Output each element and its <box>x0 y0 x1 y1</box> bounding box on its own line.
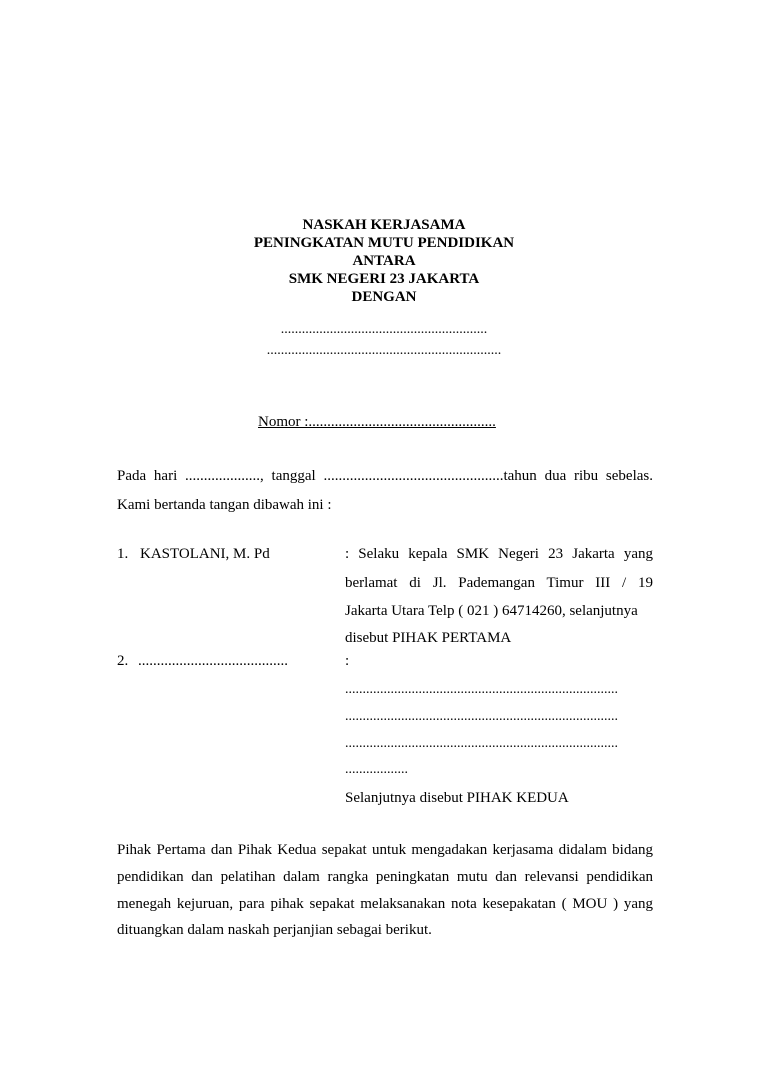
document-title <box>0 216 768 306</box>
title-line: SMK NEGERI 23 JAKARTA <box>288 271 480 287</box>
intro-signatories-line: Kami bertanda tangan dibawah ini : <box>117 497 332 513</box>
party-2-description: .............................................................................. <box>345 682 618 697</box>
party-2-description: .................. <box>345 762 408 777</box>
party-2-description: .............................................................................. <box>345 709 618 724</box>
title-line: PENINGKATAN MUTU PENDIDIKAN <box>253 235 515 251</box>
party-1-name: KASTOLANI, M. Pd <box>140 546 270 562</box>
agreement-paragraph-line: pendidikan dan pelatihan dalam rangka peningkatan mutu dan relevansi pendidikan <box>117 869 653 885</box>
party-2-name: ........................................ <box>138 653 288 669</box>
second-party-placeholder: ........................................................... <box>280 322 488 337</box>
party-1-number: 1. <box>117 546 129 562</box>
party-1-description: disebut PIHAK PERTAMA <box>345 630 512 646</box>
agreement-paragraph-line: Pihak Pertama dan Pihak Kedua sepakat untuk mengadakan kerjasama didalam bidang <box>117 842 653 858</box>
agreement-paragraph-line: menegah kejuruan, para pihak sepakat melaksanakan nota kesepakatan ( MOU ) yang <box>117 896 653 912</box>
party-2-description: : <box>345 653 350 669</box>
document-number: Nomor :.................................................. <box>258 414 496 430</box>
title-line: NASKAH KERJASAMA <box>302 217 466 233</box>
intro-date-line: Pada hari ...................., tanggal ................................................tahun dua ribu sebelas. <box>117 468 653 484</box>
party-1-description: : Selaku kepala SMK Negeri 23 Jakarta yang <box>345 546 653 562</box>
party-2-description: Selanjutnya disebut PIHAK KEDUA <box>345 790 569 806</box>
second-party-placeholder: ................................................................... <box>266 343 502 358</box>
party-1-description: Jakarta Utara Telp ( 021 ) 64714260, selanjutnya <box>345 603 638 619</box>
party-1-description: berlamat di Jl. Pademangan Timur III / 19 <box>345 575 653 591</box>
title-line: ANTARA <box>352 253 416 269</box>
party-2-description: .............................................................................. <box>345 736 618 751</box>
title-line: DENGAN <box>351 289 417 305</box>
agreement-paragraph-line: dituangkan dalam naskah perjanjian sebagai berikut. <box>117 922 432 938</box>
party-2-number: 2. <box>117 653 129 669</box>
